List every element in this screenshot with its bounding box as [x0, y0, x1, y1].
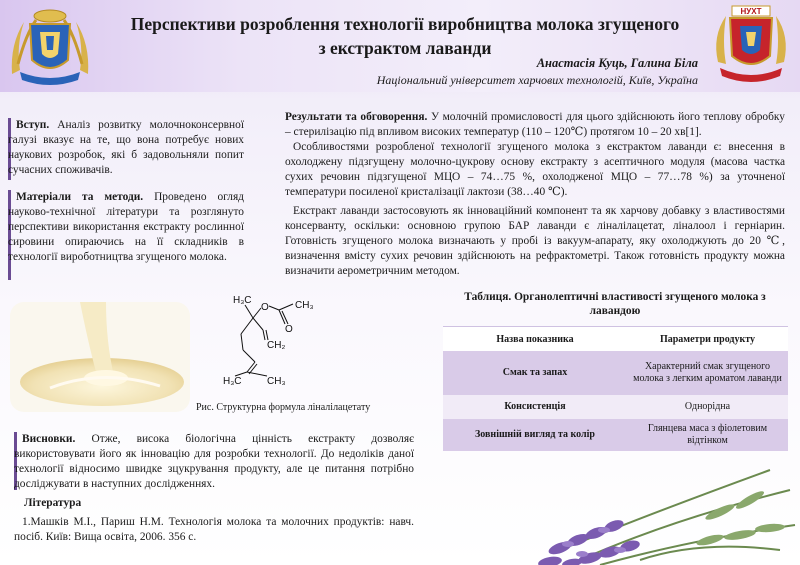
formula-label-h3c-top: H₃C: [233, 295, 252, 306]
references-heading: Література: [24, 497, 82, 509]
table-title: Таблиця. Органолептичні властивості згущеного молока з лавандою: [464, 291, 766, 317]
affiliation: Національний університет харчових технологій, Київ, Україна: [376, 73, 698, 87]
linalyl-acetate-structural-formula: [205, 292, 335, 396]
table-cell-value: Глянцева маса з фіолетовим відтінком: [627, 419, 788, 451]
formula-label-o-ring: O: [261, 302, 269, 313]
logo-right-text: НУХТ: [740, 7, 762, 16]
table-cell-name: Смак та запах: [443, 351, 627, 395]
formula-label-ch3-bottom: CH₃: [267, 376, 286, 387]
formula-label-o-carbonyl: O: [285, 324, 293, 335]
results-paragraph-2: Особливостями розробленої технології згущеного молока з екстрактом лаванди є: внесення в охолоджену підзгущену молочно-цукрову основу екстракту з асептичного модуля (масова частка сухих речовин підзгущеної МЦО – 74…75 %, охолодженої МЦО – 77…78 %) за уточненої температури посиленої кристалізації лактози (38…40 ℃).: [285, 141, 785, 198]
table-cell-name: Консистенція: [443, 395, 627, 419]
authors: Анастасія Куць, Галина Біла: [536, 56, 698, 70]
table-cell-name: Зовнішній вигляд та колір: [443, 419, 627, 451]
intro-section: [8, 118, 244, 178]
table-header-indicator: Назва показника: [443, 327, 627, 352]
table-header-row: [443, 327, 788, 352]
results-paragraph-3: Екстракт лаванди застосовують як інноваційний компонент та як харчову добавку з властивостями консерванту, оскільки: основною групою БАР лаванди є ліналілацетат, ліналоол і герніарин. Готовність згущеного молока визначають у пробі із вакуум-апарату, яку охолоджують до 20 ℃, визначення вмісту сухих речовин здійснюють на рефрактометрі. Також готовність продукту можна визначити аерометричним методом.: [285, 205, 785, 277]
intro-text: Аналіз розвитку молочноконсервної галузі вказує на те, що вона потребує нових наукових розробок, які б задовольняли попит сучасних споживачів.: [8, 119, 244, 176]
conclusions-section: [14, 432, 414, 492]
lavender-flowers-image: [520, 440, 800, 565]
university-crest-left-logo: [6, 4, 94, 88]
conclusions-lead: Висновки.: [22, 433, 76, 445]
results-paragraph-1: [285, 110, 785, 140]
results-p1: У молочній промисловості для цього здійснюють його теплову обробку – стерилізацію під впливом високих температур (110 – 120℃) протягом 10 – 20 хв[1].: [285, 111, 785, 138]
formula-label-ch2: CH₂: [267, 340, 286, 351]
formula-label-ch3-top: CH₃: [295, 300, 314, 311]
properties-table: [443, 326, 788, 451]
poster-title-line1: Перспективи розроблення технології виробництва молока згущеного: [130, 14, 680, 34]
poster-title-line2: з екстрактом лаванди: [318, 38, 492, 58]
table-row: [443, 351, 788, 395]
table-cell-value: Характерний смак згущеного молока з легким ароматом лаванди: [627, 351, 788, 395]
figure-caption: Рис. Структурна формула ліналілацетату: [196, 402, 371, 413]
results-lead: Результати та обговорення.: [285, 111, 428, 123]
conclusions-text: Отже, висока біологічна цінність екстракту дозволяє використовувати його як інновацію для розробки технології. До недоліків даної технології відносимо швидке зцукрування продукту, але це питання потрібно досліджувати в наступних дослідженнях.: [14, 433, 414, 490]
methods-section: [8, 190, 244, 265]
results-section: [285, 110, 785, 279]
intro-lead: Вступ.: [16, 119, 50, 131]
table-row: [443, 395, 788, 419]
nuft-crest-right-logo: [708, 2, 794, 88]
formula-label-h3c-bottom: H₃C: [223, 376, 242, 387]
poster-title: [110, 12, 700, 60]
methods-lead: Матеріали та методи.: [16, 191, 144, 203]
condensed-milk-image: [10, 302, 190, 412]
methods-text: Проведено огляд науково-технічної літератури та розглянуто перспективи використання екстракту рослинної сировини опираючись на її складників в технології вироботництва згущеного молока.: [8, 191, 244, 263]
table-cell-value: Однорідна: [627, 395, 788, 419]
references-section: [14, 496, 414, 545]
reference-item-1: 1.Машків М.І., Париш Н.М. Технологія молока та молочних продуктів: навч. посіб. Київ: Вища освіта, 2006. 356 с.: [14, 516, 414, 543]
table-header-parameters: Параметри продукту: [627, 327, 788, 352]
